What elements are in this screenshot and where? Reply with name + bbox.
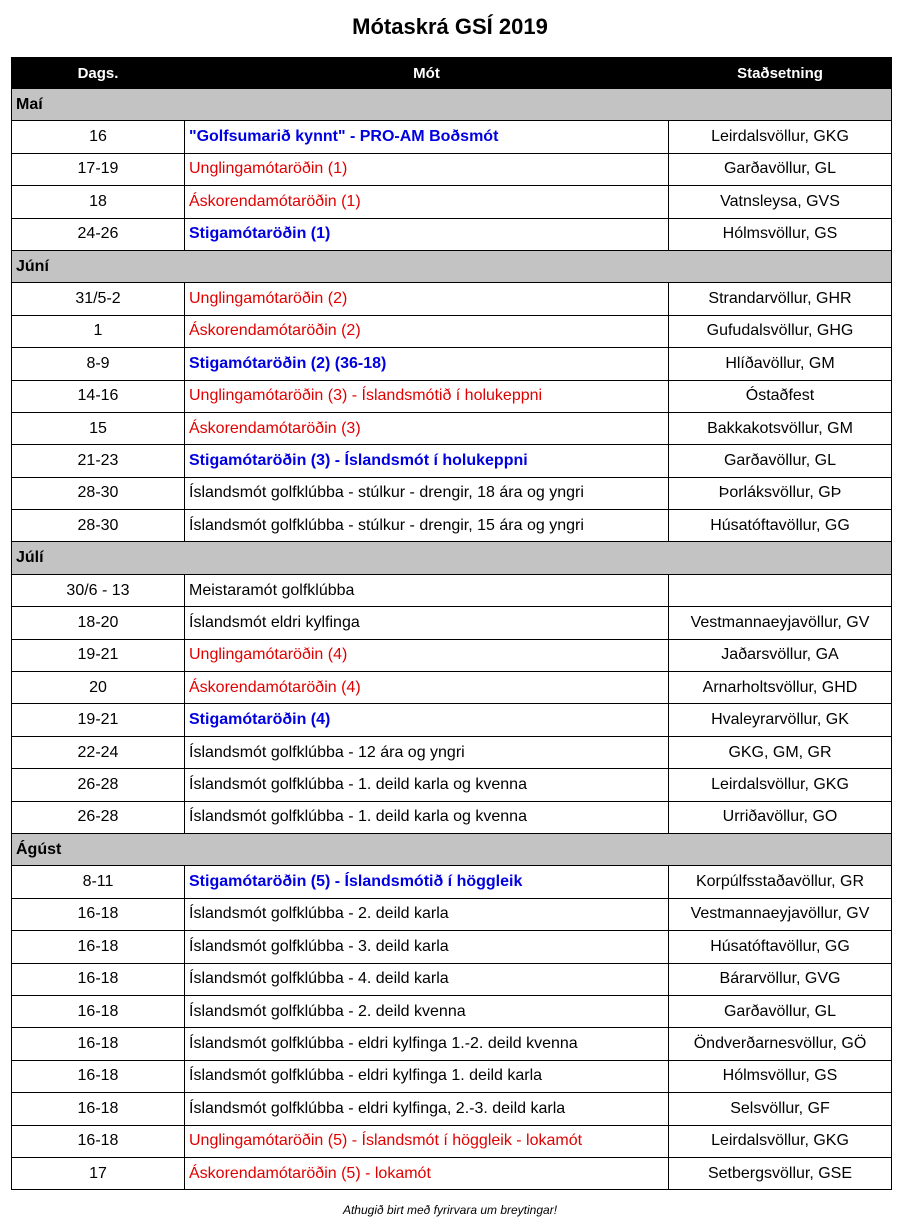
place-cell: Urriðavöllur, GO — [669, 801, 892, 833]
table-row — [12, 1157, 892, 1189]
event-cell: Stigamótaröðin (1) — [185, 218, 669, 250]
column-header-place: Staðsetning — [669, 58, 892, 89]
place-cell: Hvaleyrarvöllur, GK — [669, 704, 892, 736]
table-row — [12, 866, 892, 898]
table-row — [12, 1093, 892, 1125]
date-cell: 22-24 — [12, 736, 185, 768]
table-row — [12, 283, 892, 315]
month-label: Ágúst — [12, 833, 892, 865]
date-cell: 17-19 — [12, 153, 185, 185]
table-row — [12, 477, 892, 509]
event-cell: Íslandsmót golfklúbba - 1. deild karla og kvenna — [185, 769, 669, 801]
table-row — [12, 315, 892, 347]
place-cell: Hólmsvöllur, GS — [669, 218, 892, 250]
date-cell: 17 — [12, 1157, 185, 1189]
table-row — [12, 769, 892, 801]
place-cell: Vestmannaeyjavöllur, GV — [669, 607, 892, 639]
place-cell: Selsvöllur, GF — [669, 1093, 892, 1125]
event-cell: Íslandsmót golfklúbba - 3. deild karla — [185, 931, 669, 963]
place-cell: Vestmannaeyjavöllur, GV — [669, 898, 892, 930]
date-cell: 20 — [12, 672, 185, 704]
table-row — [12, 380, 892, 412]
month-label: Júní — [12, 250, 892, 282]
date-cell: 14-16 — [12, 380, 185, 412]
place-cell: Setbergsvöllur, GSE — [669, 1157, 892, 1189]
place-cell — [669, 574, 892, 606]
place-cell: Bakkakotsvöllur, GM — [669, 412, 892, 444]
month-label: Júlí — [12, 542, 892, 574]
date-cell: 16-18 — [12, 1093, 185, 1125]
table-row — [12, 1125, 892, 1157]
month-label: Maí — [12, 89, 892, 121]
event-cell: Áskorendamótaröðin (1) — [185, 186, 669, 218]
place-cell: Strandarvöllur, GHR — [669, 283, 892, 315]
place-cell: Garðavöllur, GL — [669, 153, 892, 185]
date-cell: 26-28 — [12, 801, 185, 833]
place-cell: Vatnsleysa, GVS — [669, 186, 892, 218]
date-cell: 26-28 — [12, 769, 185, 801]
date-cell: 8-9 — [12, 348, 185, 380]
table-row — [12, 153, 892, 185]
date-cell: 16-18 — [12, 1060, 185, 1092]
table-row — [12, 639, 892, 671]
event-cell: Meistaramót golfklúbba — [185, 574, 669, 606]
date-cell: 21-23 — [12, 445, 185, 477]
month-row — [12, 89, 892, 121]
event-cell: Íslandsmót golfklúbba - eldri kylfinga 1. deild karla — [185, 1060, 669, 1092]
place-cell: Garðavöllur, GL — [669, 445, 892, 477]
event-cell: Íslandsmót eldri kylfinga — [185, 607, 669, 639]
table-row — [12, 736, 892, 768]
date-cell: 16-18 — [12, 898, 185, 930]
date-cell: 18 — [12, 186, 185, 218]
place-cell: Óstaðfest — [669, 380, 892, 412]
table-row — [12, 607, 892, 639]
event-cell: Unglingamótaröðin (4) — [185, 639, 669, 671]
date-cell: 24-26 — [12, 218, 185, 250]
place-cell: Leirdalsvöllur, GKG — [669, 1125, 892, 1157]
date-cell: 8-11 — [12, 866, 185, 898]
date-cell: 31/5-2 — [12, 283, 185, 315]
date-cell: 16-18 — [12, 931, 185, 963]
month-row — [12, 833, 892, 865]
table-row — [12, 1060, 892, 1092]
event-cell: Íslandsmót golfklúbba - 2. deild kvenna — [185, 995, 669, 1027]
event-cell: Unglingamótaröðin (1) — [185, 153, 669, 185]
event-cell: Unglingamótaröðin (5) - Íslandsmót í höggleik - lokamót — [185, 1125, 669, 1157]
table-row — [12, 445, 892, 477]
place-cell: Þorláksvöllur, GÞ — [669, 477, 892, 509]
place-cell: Korpúlfsstaðavöllur, GR — [669, 866, 892, 898]
month-row — [12, 250, 892, 282]
table-row — [12, 412, 892, 444]
event-cell: Stigamótaröðin (4) — [185, 704, 669, 736]
place-cell: GKG, GM, GR — [669, 736, 892, 768]
event-cell: Íslandsmót golfklúbba - stúlkur - drengir, 15 ára og yngri — [185, 510, 669, 542]
event-cell: Unglingamótaröðin (3) - Íslandsmótið í holukeppni — [185, 380, 669, 412]
event-cell: Áskorendamótaröðin (4) — [185, 672, 669, 704]
event-cell: Stigamótaröðin (3) - Íslandsmót í holukeppni — [185, 445, 669, 477]
table-row — [12, 510, 892, 542]
event-cell: Stigamótaröðin (2) (36-18) — [185, 348, 669, 380]
table-row — [12, 801, 892, 833]
date-cell: 15 — [12, 412, 185, 444]
place-cell: Gufudalsvöllur, GHG — [669, 315, 892, 347]
event-cell: Íslandsmót golfklúbba - 2. deild karla — [185, 898, 669, 930]
date-cell: 16-18 — [12, 963, 185, 995]
event-cell: Unglingamótaröðin (2) — [185, 283, 669, 315]
page-title: Mótaskrá GSÍ 2019 — [352, 14, 548, 39]
place-cell: Jaðarsvöllur, GA — [669, 639, 892, 671]
place-cell: Bárarvöllur, GVG — [669, 963, 892, 995]
date-cell: 19-21 — [12, 704, 185, 736]
place-cell: Leirdalsvöllur, GKG — [669, 769, 892, 801]
table-row — [12, 931, 892, 963]
table-row — [12, 348, 892, 380]
event-cell: "Golfsumarið kynnt" - PRO-AM Boðsmót — [185, 121, 669, 153]
place-cell: Hólmsvöllur, GS — [669, 1060, 892, 1092]
table-row — [12, 218, 892, 250]
date-cell: 16 — [12, 121, 185, 153]
date-cell: 1 — [12, 315, 185, 347]
event-cell: Íslandsmót golfklúbba - eldri kylfinga 1.-2. deild kvenna — [185, 1028, 669, 1060]
place-cell: Húsatóftavöllur, GG — [669, 510, 892, 542]
date-cell: 16-18 — [12, 1028, 185, 1060]
event-cell: Áskorendamótaröðin (2) — [185, 315, 669, 347]
date-cell: 19-21 — [12, 639, 185, 671]
table-row — [12, 574, 892, 606]
column-header-event: Mót — [185, 58, 669, 89]
place-cell: Garðavöllur, GL — [669, 995, 892, 1027]
place-cell: Hlíðavöllur, GM — [669, 348, 892, 380]
table-row — [12, 186, 892, 218]
event-cell: Íslandsmót golfklúbba - eldri kylfinga, 2.-3. deild karla — [185, 1093, 669, 1125]
month-row — [12, 542, 892, 574]
date-cell: 28-30 — [12, 510, 185, 542]
table-row — [12, 1028, 892, 1060]
event-cell: Íslandsmót golfklúbba - stúlkur - drengir, 18 ára og yngri — [185, 477, 669, 509]
table-row — [12, 963, 892, 995]
footnote: Athugið birt með fyrirvara um breytingar! — [342, 1203, 558, 1217]
date-cell: 16-18 — [12, 995, 185, 1027]
date-cell: 28-30 — [12, 477, 185, 509]
place-cell: Öndverðarnesvöllur, GÖ — [669, 1028, 892, 1060]
header-row — [12, 58, 892, 89]
date-cell: 16-18 — [12, 1125, 185, 1157]
table-row — [12, 995, 892, 1027]
schedule-body — [12, 89, 892, 1190]
event-cell: Íslandsmót golfklúbba - 12 ára og yngri — [185, 736, 669, 768]
schedule-table — [11, 57, 892, 1190]
date-cell: 30/6 - 13 — [12, 574, 185, 606]
event-cell: Stigamótaröðin (5) - Íslandsmótið í höggleik — [185, 866, 669, 898]
table-row — [12, 704, 892, 736]
date-cell: 18-20 — [12, 607, 185, 639]
place-cell: Leirdalsvöllur, GKG — [669, 121, 892, 153]
place-cell: Arnarholtsvöllur, GHD — [669, 672, 892, 704]
table-row — [12, 121, 892, 153]
event-cell: Áskorendamótaröðin (5) - lokamót — [185, 1157, 669, 1189]
column-header-date: Dags. — [12, 58, 185, 89]
event-cell: Áskorendamótaröðin (3) — [185, 412, 669, 444]
event-cell: Íslandsmót golfklúbba - 1. deild karla og kvenna — [185, 801, 669, 833]
event-cell: Íslandsmót golfklúbba - 4. deild karla — [185, 963, 669, 995]
table-row — [12, 672, 892, 704]
table-row — [12, 898, 892, 930]
place-cell: Húsatóftavöllur, GG — [669, 931, 892, 963]
